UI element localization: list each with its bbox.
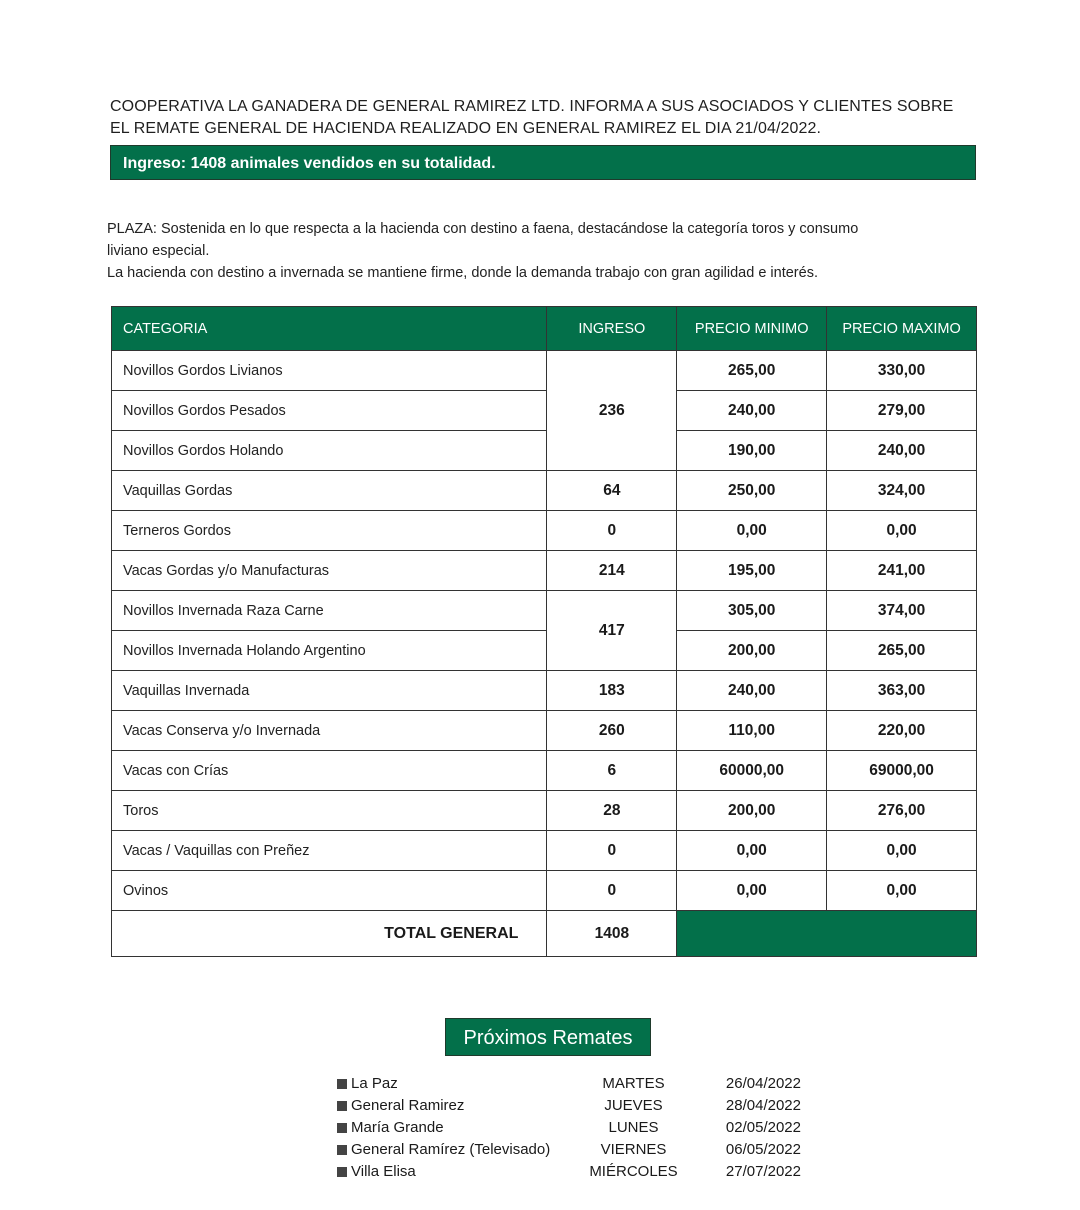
cell-ingreso: 6 xyxy=(547,751,677,791)
cell-max: 279,00 xyxy=(827,391,977,431)
schedule-date: 06/05/2022 xyxy=(725,1141,801,1158)
cell-min: 250,00 xyxy=(677,471,827,511)
table-row xyxy=(112,671,977,711)
schedule-list xyxy=(336,1073,801,1183)
cell-max: 330,00 xyxy=(827,351,977,391)
cell-categoria: Vacas / Vaquillas con Preñez xyxy=(112,831,547,871)
cell-min: 0,00 xyxy=(677,511,827,551)
table-row xyxy=(112,591,977,631)
list-item xyxy=(336,1073,801,1095)
schedule-day: MARTES xyxy=(602,1075,665,1092)
cell-categoria: Novillos Invernada Raza Carne xyxy=(112,591,547,631)
bullet-square-icon xyxy=(337,1145,347,1155)
cell-categoria: Novillos Gordos Holando xyxy=(112,431,547,471)
schedule-date: 28/04/2022 xyxy=(725,1097,801,1114)
list-item xyxy=(336,1095,801,1117)
cell-min: 240,00 xyxy=(677,391,827,431)
header-ingreso: INGRESO xyxy=(547,307,677,351)
cell-ingreso: 214 xyxy=(547,551,677,591)
cell-min: 60000,00 xyxy=(677,751,827,791)
cell-min: 190,00 xyxy=(677,431,827,471)
cell-max: 0,00 xyxy=(827,831,977,871)
cell-max: 0,00 xyxy=(827,511,977,551)
total-value: 1408 xyxy=(547,911,677,957)
cell-min: 110,00 xyxy=(677,711,827,751)
table-row xyxy=(112,431,977,471)
cell-ingreso: 28 xyxy=(547,791,677,831)
cell-min: 240,00 xyxy=(677,671,827,711)
header-categoria: CATEGORIA xyxy=(112,307,547,351)
schedule-date: 27/07/2022 xyxy=(725,1163,801,1180)
total-label: TOTAL GENERAL xyxy=(112,911,547,957)
plaza-line-3: La hacienda con destino a invernada se mantiene firme, donde la demanda trabajo con gran agilidad e interés. xyxy=(107,265,818,281)
cell-max: 69000,00 xyxy=(827,751,977,791)
table-row xyxy=(112,871,977,911)
intro-line-2: EL REMATE GENERAL DE HACIENDA REALIZADO EN GENERAL RAMIREZ EL DIA 21/04/2022. xyxy=(110,120,822,137)
cell-categoria: Ovinos xyxy=(112,871,547,911)
cell-min: 265,00 xyxy=(677,351,827,391)
cell-max: 324,00 xyxy=(827,471,977,511)
intro-line-1: COOPERATIVA LA GANADERA DE GENERAL RAMIREZ LTD. INFORMA A SUS ASOCIADOS Y CLIENTES SOBRE xyxy=(110,98,954,115)
bullet-square-icon xyxy=(337,1101,347,1111)
cell-categoria: Novillos Gordos Livianos xyxy=(112,351,547,391)
cell-ingreso: 0 xyxy=(547,831,677,871)
cell-ingreso: 260 xyxy=(547,711,677,751)
schedule-day: MIÉRCOLES xyxy=(589,1163,678,1180)
table-row xyxy=(112,351,977,391)
schedule-place: General Ramírez (Televisado) xyxy=(351,1141,551,1158)
bullet-square-icon xyxy=(337,1167,347,1177)
bullet-square-icon xyxy=(337,1123,347,1133)
cell-min: 0,00 xyxy=(677,871,827,911)
cell-max: 265,00 xyxy=(827,631,977,671)
cell-categoria: Vacas Gordas y/o Manufacturas xyxy=(112,551,547,591)
cell-ingreso: 64 xyxy=(547,471,677,511)
list-item xyxy=(336,1139,801,1161)
table-row xyxy=(112,711,977,751)
cell-categoria: Vaquillas Gordas xyxy=(112,471,547,511)
cell-max: 240,00 xyxy=(827,431,977,471)
table-header-row xyxy=(112,307,977,351)
ingreso-banner: Ingreso: 1408 animales vendidos en su totalidad. xyxy=(110,145,976,180)
schedule-date: 02/05/2022 xyxy=(725,1119,801,1136)
cell-max: 0,00 xyxy=(827,871,977,911)
cell-categoria: Novillos Gordos Pesados xyxy=(112,391,547,431)
table-row xyxy=(112,551,977,591)
table-row xyxy=(112,631,977,671)
header-precio-maximo: PRECIO MAXIMO xyxy=(827,307,977,351)
schedule-day: VIERNES xyxy=(600,1141,667,1158)
cell-max: 220,00 xyxy=(827,711,977,751)
intro-text xyxy=(110,96,980,140)
cell-ingreso: 183 xyxy=(547,671,677,711)
schedule-place: General Ramirez xyxy=(351,1097,465,1114)
cell-categoria: Terneros Gordos xyxy=(112,511,547,551)
cell-max: 363,00 xyxy=(827,671,977,711)
total-green-block xyxy=(677,911,977,957)
proximos-remates-title: Próximos Remates xyxy=(445,1018,651,1056)
cell-min: 305,00 xyxy=(677,591,827,631)
cell-min: 0,00 xyxy=(677,831,827,871)
table-row xyxy=(112,471,977,511)
bullet-square-icon xyxy=(337,1079,347,1089)
schedule-place: Villa Elisa xyxy=(351,1163,416,1180)
plaza-line-2: liviano especial. xyxy=(107,243,210,259)
table-row xyxy=(112,511,977,551)
cell-ingreso: 0 xyxy=(547,871,677,911)
cell-min: 195,00 xyxy=(677,551,827,591)
cell-ingreso: 0 xyxy=(547,511,677,551)
cell-max: 374,00 xyxy=(827,591,977,631)
schedule-place: María Grande xyxy=(351,1119,444,1136)
table-row xyxy=(112,751,977,791)
cell-categoria: Vacas con Crías xyxy=(112,751,547,791)
cell-categoria: Toros xyxy=(112,791,547,831)
cell-ingreso: 417 xyxy=(547,591,677,671)
cell-categoria: Novillos Invernada Holando Argentino xyxy=(112,631,547,671)
cell-categoria: Vaquillas Invernada xyxy=(112,671,547,711)
plaza-commentary xyxy=(107,218,977,284)
schedule-date: 26/04/2022 xyxy=(725,1075,801,1092)
cell-min: 200,00 xyxy=(677,631,827,671)
schedule-day: JUEVES xyxy=(604,1097,663,1114)
list-item xyxy=(336,1117,801,1139)
schedule-place: La Paz xyxy=(351,1075,398,1092)
list-item xyxy=(336,1161,801,1183)
prices-table xyxy=(111,306,977,957)
cell-min: 200,00 xyxy=(677,791,827,831)
header-precio-minimo: PRECIO MINIMO xyxy=(677,307,827,351)
table-row xyxy=(112,791,977,831)
cell-ingreso: 236 xyxy=(547,351,677,471)
cell-categoria: Vacas Conserva y/o Invernada xyxy=(112,711,547,751)
plaza-line-1: PLAZA: Sostenida en lo que respecta a la hacienda con destino a faena, destacándose la categoría toros y consumo xyxy=(107,221,859,237)
schedule-day: LUNES xyxy=(608,1119,659,1136)
table-row xyxy=(112,391,977,431)
cell-max: 241,00 xyxy=(827,551,977,591)
table-row xyxy=(112,831,977,871)
total-row xyxy=(112,911,977,957)
cell-max: 276,00 xyxy=(827,791,977,831)
